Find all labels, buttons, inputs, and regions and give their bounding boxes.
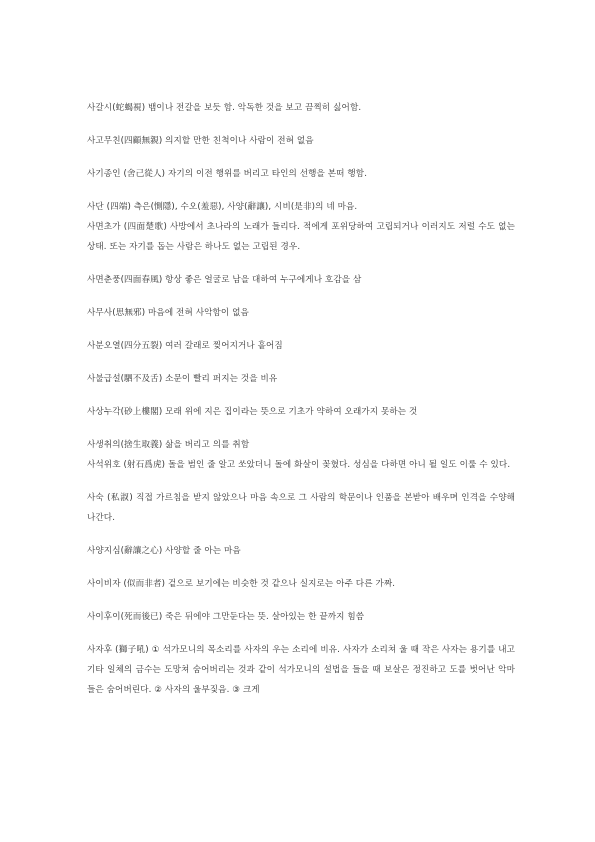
dictionary-entry: 사상누각(砂上樓閣) 모래 위에 지은 집이라는 뜻으로 기초가 약하여 오래가지 못하는 것: [87, 407, 418, 417]
dictionary-entry: 사고무친(四顧無親) 의지할 만한 친척이나 사람이 전혀 없음: [87, 136, 314, 146]
dictionary-entry: 사불급설(駟不及舌) 소문이 빨리 퍼지는 것을 비유: [87, 374, 278, 384]
dictionary-entry-list: [87, 98, 515, 700]
dictionary-entry: 사생취의(捨生取義) 삶을 버리고 의를 취함: [87, 440, 250, 450]
dictionary-entry: 사기종인 (舍己從人) 자기의 이전 행위를 버리고 타인의 선행을 본떠 행함.: [87, 169, 368, 179]
dictionary-entry: 사분오열(四分五裂) 여러 갈래로 찢어지거나 흩어짐: [87, 341, 283, 351]
dictionary-entry: 사양지심(辭讓之心) 사양할 줄 아는 마음: [87, 546, 241, 556]
dictionary-entry: 사면초가 (四面楚歌) 사방에서 초나라의 노래가 들리다. 적에게 포위당하여 고립되거나 이러지도 저럴 수도 없는 상태. 또는 자기를 돕는 사람은 하나도 없는 고립된 경우.: [87, 222, 515, 252]
dictionary-entry: 사무사(思無邪) 마음에 전혀 사악함이 없음: [87, 308, 249, 318]
dictionary-entry: 사단 (四端) 측은(惻隱), 수오(羞惡), 사양(辭讓), 시비(是非)의 네 마음.: [87, 202, 358, 212]
dictionary-entry: 사갈시(蛇蝎視) 뱀이나 전갈을 보듯 함. 악독한 것을 보고 끔찍히 싫어함.: [87, 103, 362, 113]
dictionary-entry: 사이후이(死而後已) 죽은 뒤에야 그만둔다는 뜻. 살아있는 한 끝까지 힘씀: [87, 612, 365, 622]
dictionary-entry: 사이비자 (似而非者) 겉으로 보기에는 비슷한 것 같으나 실지로는 아주 다른 가짜.: [87, 579, 396, 589]
dictionary-entry: 사숙 (私淑) 직접 가르침을 받지 않았으나 마음 속으로 그 사람의 학문이나 인품을 본받아 배우며 인격을 수양해 나간다.: [87, 493, 515, 523]
dictionary-entry: 사자후 (獅子吼) ① 석가모니의 목소리를 사자의 우는 소리에 비유. 사자가 소리쳐 울 때 작은 사자는 용기를 내고 기타 일체의 금수는 도망쳐 숨어버리는 것과 같이 석가모니의 설법을 들을 때 보살은 정진하고 도를 벗어난 악마들은 숨어버린다. ② 사자의 울부짖음. ③ 크게: [87, 645, 515, 695]
dictionary-entry: 사석위호 (射石爲虎) 돌을 범인 줄 알고 쏘았더니 돌에 화살이 꽂혔다. 성심을 다하면 아니 될 일도 이룰 수 있다.: [87, 460, 511, 470]
dictionary-entry: 사면춘풍(四面春風) 항상 좋은 얼굴로 남을 대하여 누구에게나 호감을 삼: [87, 275, 362, 285]
